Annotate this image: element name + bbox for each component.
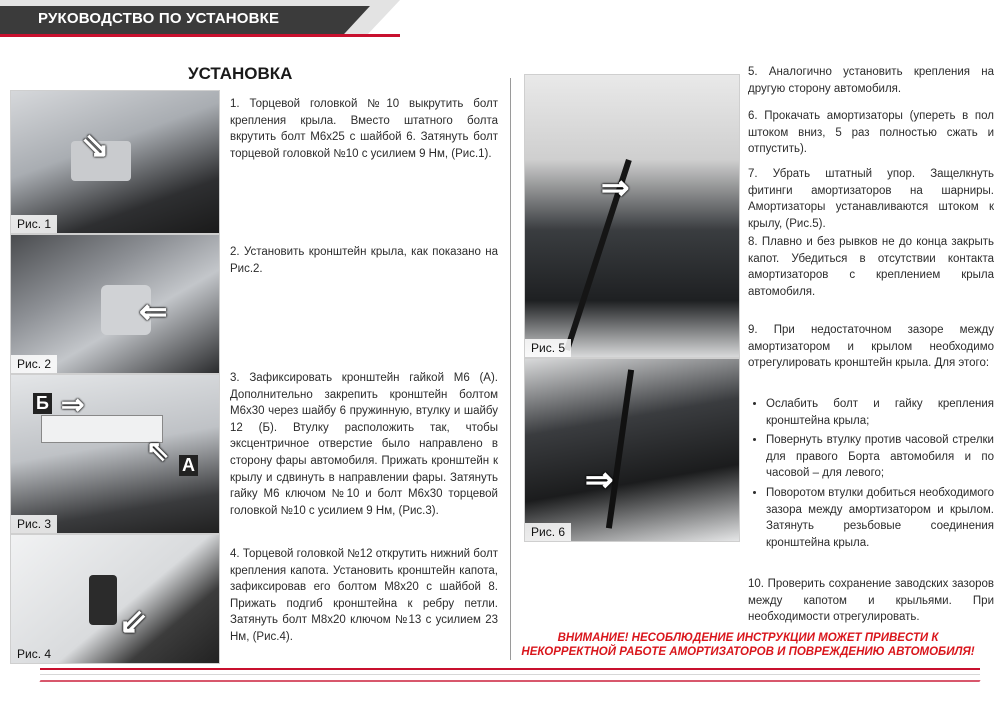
column-divider xyxy=(510,78,511,660)
figure-3-bracket xyxy=(41,415,163,443)
arrow-icon: ⇖ xyxy=(146,435,170,466)
arrow-icon: ⇘ xyxy=(81,127,110,165)
section-title: УСТАНОВКА xyxy=(188,64,293,83)
figure-6-photo xyxy=(524,358,740,542)
tag-b: Б xyxy=(33,393,52,414)
arrow-icon: ⇒ xyxy=(585,461,614,499)
step-9-bullets xyxy=(748,396,994,554)
footer-line xyxy=(40,674,980,675)
arrow-icon: ⇐ xyxy=(139,293,168,331)
figure-6-label: Рис. 6 xyxy=(525,523,571,541)
step-4-text: 4. Торцевой головкой №12 открутить нижний болт крепления капота. Установить кронштейн капота, зафиксировав его болтом М8х20 с шайбой 8. Прижать подгиб кронштейна к ребру петли. Затянуть болт М8х20 ключом №13 с усилием 23 Нм, (Рис.4). xyxy=(230,548,498,643)
tag-a: А xyxy=(179,455,198,476)
step-10-text: 10. Проверить сохранение заводских зазоров между капотом и крыльями. При необходимости отрегулировать. xyxy=(748,578,994,624)
step-9-text: 9. При недостаточном зазоре между амортизатором и крылом необходимо отрегулировать кронштейн крыла. Для этого: xyxy=(748,324,994,370)
figure-1-label: Рис. 1 xyxy=(11,215,57,233)
arrow-icon: ⇒ xyxy=(601,169,630,207)
warning-notice xyxy=(508,631,988,659)
footer-line xyxy=(40,668,980,670)
warning-line-2: НЕКОРРЕКТНОЙ РАБОТЕ АМОРТИЗАТОРОВ И ПОВРЕЖДЕНИЮ АВТОМОБИЛЯ! xyxy=(521,646,975,658)
figure-3-label: Рис. 3 xyxy=(11,515,57,533)
page-header-title: РУКОВОДСТВО ПО УСТАНОВКЕ xyxy=(38,10,280,27)
figure-1-photo xyxy=(10,90,220,234)
list-item: • Ослабить болт и гайку крепления кронштейна крыла; xyxy=(766,396,994,429)
figure-2-photo xyxy=(10,234,220,374)
arrow-icon: ⇒ xyxy=(61,389,85,420)
footer-line xyxy=(39,680,980,682)
figure-4-hinge xyxy=(89,575,117,625)
figure-3-photo xyxy=(10,374,220,534)
arrow-icon: ⇙ xyxy=(119,603,148,641)
step-5-text: 5. Аналогично установить крепления на другую сторону автомобиля. xyxy=(748,66,994,95)
step-2-text: 2. Установить кронштейн крыла, как показано на Рис.2. xyxy=(230,246,498,275)
figure-4-photo xyxy=(10,534,220,664)
step-1-text: 1. Торцевой головкой №10 выкрутить болт крепления крыла. Вместо штатного болта вкрутить болт М6х25 с шайбой 6. Затянуть болт торцевой головкой №10 с усилием 9 Нм, (Рис.1). xyxy=(230,98,498,160)
step-3-text: 3. Зафиксировать кронштейн гайкой М6 (А). Дополнительно закрепить кронштейн болтом М6х30 через шайбу 6 пружинную, втулку и шайбу 12 (Б). Втулку расположить так, чтобы эксцентричное отверстие было направлено в сторону фары автомобиля. Прижать кронштейн к крылу и сдвинуть в направлении фары. Затянуть гайку М6 ключом №10 и болт М6х30 торцевой головкой №10 с усилием 9 Нм, (Рис.3). xyxy=(230,372,498,517)
bullet-list xyxy=(748,396,994,551)
figure-2-label: Рис. 2 xyxy=(11,355,57,373)
list-item: • Поворотом втулки добиться необходимого зазора между амортизатором и крылом. Затянуть резьбовые соединения кронштейна крыла. xyxy=(766,485,994,551)
step-6-text: 6. Прокачать амортизаторы (упереть в пол штоком вниз, 5 раз полностью сжать и отпустить). xyxy=(748,110,994,156)
figure-5-label: Рис. 5 xyxy=(525,339,571,357)
step-7-text: 7. Убрать штатный упор. Защелкнуть фитинги амортизаторов на шарниры. Амортизаторы устанавливаются штоком к крылу, (Рис.5). xyxy=(748,168,994,230)
header-accent-line xyxy=(0,34,400,37)
list-item: • Повернуть втулку против часовой стрелки для правого Борта автомобиля и по часовой – для левого; xyxy=(766,432,994,482)
warning-line-1: ВНИМАНИЕ! НЕСОБЛЮДЕНИЕ ИНСТРУКЦИИ МОЖЕТ ПРИВЕСТИ К xyxy=(557,632,939,644)
figure-4-label: Рис. 4 xyxy=(17,647,52,661)
step-8-text: 8. Плавно и без рывков не до конца закрыть капот. Убедиться в отсутствии контакта амортизаторов с креплением крыла автомобиля. xyxy=(748,236,994,298)
figure-5-photo xyxy=(524,74,740,358)
figure-6-strut xyxy=(606,369,634,528)
